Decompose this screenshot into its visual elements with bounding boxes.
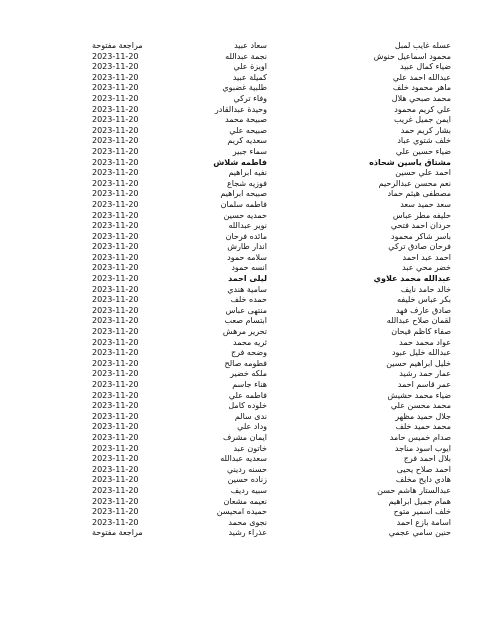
person-name: ضياء محمد حشيش: [387, 390, 451, 400]
person-name: حنين سامي عجمي: [388, 528, 451, 538]
mother-name: ملكه خضير: [230, 369, 267, 379]
person-name: محمد محسن علي: [390, 401, 451, 411]
review-date: 2023-11-20: [92, 411, 139, 421]
review-date: مراجعة مفتوحة: [92, 528, 143, 538]
record-row: [0, 274, 494, 285]
review-date: 2023-11-20: [92, 464, 139, 474]
record-row: [0, 41, 494, 52]
mother-name: حميده امحيسن: [216, 507, 267, 517]
review-date: 2023-11-20: [92, 83, 139, 93]
mother-name: سعاد عبيد: [234, 41, 267, 50]
review-date: 2023-11-20: [92, 136, 139, 146]
mother-name: فاطمه شلاش: [213, 157, 267, 167]
review-date: 2023-11-20: [92, 242, 139, 252]
review-date: 2023-11-20: [92, 454, 139, 464]
review-date: 2023-11-20: [92, 369, 139, 379]
mother-name: زناده حسين: [227, 475, 267, 485]
mother-name: مائده فرحان: [225, 231, 267, 241]
person-name: ايوب اسود مناجد: [394, 443, 451, 453]
record-row: [0, 306, 494, 317]
person-name: احمد صلاح يحيى: [396, 464, 451, 474]
person-name: لقمان صلاح عبدالله: [386, 316, 451, 326]
person-name: عمار حمد رشيد: [399, 369, 451, 379]
person-name: عسله غايب لمبل: [394, 41, 451, 50]
review-date: 2023-11-20: [92, 178, 139, 188]
mother-name: وفاء تركي: [233, 93, 267, 103]
review-date: 2023-11-20: [92, 496, 139, 506]
review-date: 2023-11-20: [92, 115, 139, 125]
record-row: [0, 412, 494, 423]
record-row: [0, 232, 494, 243]
record-row: [0, 518, 494, 529]
mother-name: نعيمه مشعان: [223, 496, 267, 506]
person-name: محمد صبحي هلال: [391, 93, 451, 103]
mother-name: كميلة عبيد: [232, 72, 267, 82]
record-row: [0, 189, 494, 200]
person-name: عواد محمد حمد: [399, 337, 451, 347]
review-date: 2023-11-20: [92, 358, 139, 368]
person-name: عبدالله محمد علاوي: [373, 274, 451, 284]
person-name: عبدالستار هاشم حسن: [377, 485, 451, 495]
person-name: صادق عارف فهد: [395, 305, 451, 315]
review-date: 2023-11-20: [92, 157, 139, 167]
person-name: خليل ابراهيم حسين: [386, 358, 451, 368]
person-name: ضياء كمال عبيد: [400, 62, 451, 72]
person-name: هادي دايح مخلف: [395, 475, 451, 485]
record-row: [0, 295, 494, 306]
review-date: 2023-11-20: [92, 210, 139, 220]
review-date: 2023-11-20: [92, 390, 139, 400]
person-name: حليفه مطر عباس: [392, 210, 451, 220]
mother-name: سعديه كريم: [227, 136, 267, 146]
record-row: [0, 359, 494, 370]
record-row: [0, 380, 494, 391]
person-name: محمد حميد خلف: [395, 422, 451, 432]
review-date: 2023-11-20: [92, 485, 139, 495]
review-date: 2023-11-20: [92, 337, 139, 347]
record-row: [0, 316, 494, 327]
mother-name: ايمان مشرف: [222, 432, 267, 442]
person-name: نعم محسن عبدالرحيم: [378, 178, 451, 188]
person-name: خضر محي عبد: [402, 263, 451, 273]
person-name: عمر قاسم احمد: [397, 380, 451, 389]
review-date: 2023-11-20: [92, 189, 139, 199]
person-name: محمود اسماعيل حنوش: [373, 51, 451, 61]
mother-name: فطومه صالح: [224, 358, 267, 368]
record-row: [0, 348, 494, 359]
person-name: ضياء حسين علي: [395, 146, 451, 156]
record-row: [0, 422, 494, 433]
person-name: صدام خميس حامد: [389, 432, 451, 442]
person-name: جلال حميد مظهر: [395, 411, 451, 421]
review-date: 2023-11-20: [92, 305, 139, 315]
records-list: [0, 41, 494, 539]
person-name: همام جميل ابراهيم: [388, 496, 451, 506]
mother-name: وداد علي: [237, 422, 267, 432]
record-row: [0, 401, 494, 412]
record-row: [0, 94, 494, 105]
review-date: 2023-11-20: [92, 51, 139, 61]
record-row: [0, 168, 494, 179]
review-date: 2023-11-20: [92, 443, 139, 453]
person-name: عبدالله احمد علي: [392, 72, 451, 82]
record-row: [0, 221, 494, 232]
review-date: 2023-11-20: [92, 295, 139, 305]
mother-name: صبيحه ابراهيم: [220, 189, 267, 199]
record-row: [0, 507, 494, 518]
record-row: [0, 327, 494, 338]
record-row: [0, 475, 494, 486]
mother-name: ثريه محمد: [233, 337, 267, 347]
record-row: [0, 369, 494, 380]
review-date: 2023-11-20: [92, 401, 139, 411]
person-name: اسامة بازع احمد: [396, 517, 451, 527]
record-row: [0, 444, 494, 455]
mother-name: حمده خلف: [230, 295, 267, 305]
review-date: 2023-11-20: [92, 252, 139, 262]
person-name: فرحان صادق تركي: [388, 242, 451, 252]
mother-name: صبيحه علي: [229, 125, 267, 135]
review-date: 2023-11-20: [92, 327, 139, 337]
mother-name: حسنه رديني: [226, 464, 267, 474]
person-name: احمد علي حسين: [395, 168, 451, 178]
review-date: 2023-11-20: [92, 348, 139, 358]
review-date: 2023-11-20: [92, 104, 139, 114]
mother-name: نفيه ابراهيم: [228, 168, 267, 178]
mother-name: عذراء رشيد: [228, 528, 267, 538]
record-row: [0, 242, 494, 253]
record-row: [0, 83, 494, 94]
mother-name: سماء جبير: [232, 146, 267, 156]
record-row: [0, 433, 494, 444]
record-row: [0, 391, 494, 402]
record-row: [0, 126, 494, 137]
mother-name: منتهى عباس: [225, 305, 267, 315]
review-date: 2023-11-20: [92, 168, 139, 178]
mother-name: فاطمه علي: [228, 390, 267, 400]
person-name: حردان احمد فتحي: [390, 221, 451, 231]
person-name: بكر عباس خليفه: [397, 295, 451, 305]
record-row: [0, 486, 494, 497]
review-date: 2023-11-20: [92, 475, 139, 485]
mother-name: اويزة علي: [233, 62, 267, 72]
record-row: [0, 465, 494, 476]
person-name: خالد حامد نايف: [400, 284, 451, 294]
person-name: عبدالله خليل عبود: [391, 348, 451, 358]
record-row: [0, 200, 494, 211]
mother-name: ندى سالم: [234, 411, 267, 421]
review-date: 2023-11-20: [92, 274, 139, 284]
record-row: [0, 115, 494, 126]
review-date: مراجعة مفتوحة: [92, 41, 143, 50]
mother-name: اندار طارش: [227, 242, 267, 252]
review-date: 2023-11-20: [92, 422, 139, 432]
mother-name: ليلى احمد: [228, 274, 267, 284]
record-row: [0, 454, 494, 465]
mother-name: نوير عبدالله: [228, 221, 267, 231]
review-date: 2023-11-20: [92, 62, 139, 72]
mother-name: سعديه عبدالله: [220, 454, 267, 464]
mother-name: سامية هندي: [227, 284, 267, 294]
person-name: خلف اسمير متوح: [393, 507, 451, 517]
record-row: [0, 211, 494, 222]
review-date: 2023-11-20: [92, 221, 139, 231]
mother-name: نجمة عبدالله: [225, 51, 267, 61]
review-date: 2023-11-20: [92, 316, 139, 326]
review-date: 2023-11-20: [92, 284, 139, 294]
person-name: باسر شاكر محمود: [391, 231, 451, 241]
review-date: 2023-11-20: [92, 199, 139, 209]
person-name: علي كريم محمود: [394, 104, 451, 114]
review-date: 2023-11-20: [92, 72, 139, 82]
person-name: مصطفى هيثم حماد: [387, 189, 451, 199]
record-row: [0, 253, 494, 264]
mother-name: نجوى محمد: [228, 517, 267, 527]
person-name: بلال احمد فرج: [403, 454, 451, 464]
review-date: 2023-11-20: [92, 125, 139, 135]
mother-name: طلبية غضبوي: [222, 83, 267, 93]
person-name: صفاء كاظم فيحان: [391, 327, 451, 337]
person-name: مشتاق ياسين شحاذه: [369, 157, 451, 167]
mother-name: حمديه حسين: [223, 210, 267, 220]
mother-name: وحيدة عبدالقادر: [214, 104, 267, 114]
person-name: ماهر محمود خلف: [392, 83, 451, 93]
record-row: [0, 179, 494, 190]
review-date: 2023-11-20: [92, 380, 139, 389]
mother-name: صبيحة محمد: [225, 115, 267, 125]
mother-name: هناء جاسم: [232, 380, 267, 389]
record-row: [0, 158, 494, 169]
mother-name: خاتون عبد: [233, 443, 267, 453]
person-name: سعد حميد سعد: [400, 199, 451, 209]
mother-name: انسه حمود: [231, 263, 267, 273]
record-row: [0, 52, 494, 63]
mother-name: سلامه حمود: [227, 252, 267, 262]
mother-name: فوزيه شجاع: [227, 178, 267, 188]
review-date: 2023-11-20: [92, 517, 139, 527]
review-date: 2023-11-20: [92, 432, 139, 442]
record-row: [0, 285, 494, 296]
person-name: احمد عبد احمد: [402, 252, 451, 262]
person-name: ايمن جميل غريب: [394, 115, 451, 125]
review-date: 2023-11-20: [92, 507, 139, 517]
review-date: 2023-11-20: [92, 231, 139, 241]
mother-name: سبيه رديف: [230, 485, 267, 495]
record-row: [0, 105, 494, 116]
record-row: [0, 528, 494, 539]
record-row: [0, 263, 494, 274]
record-row: [0, 73, 494, 84]
person-name: خلف شتوي عباد: [397, 136, 451, 146]
mother-name: ابتسام صعب: [224, 316, 267, 326]
review-date: 2023-11-20: [92, 263, 139, 273]
mother-name: فاطمه سلمان: [220, 199, 267, 209]
record-row: [0, 338, 494, 349]
record-row: [0, 136, 494, 147]
record-row: [0, 62, 494, 73]
review-date: 2023-11-20: [92, 93, 139, 103]
mother-name: وضحه فرج: [230, 348, 267, 358]
mother-name: خلوده كامل: [228, 401, 267, 411]
mother-name: تحرير مرهش: [222, 327, 267, 337]
record-row: [0, 497, 494, 508]
person-name: بشار كريم حمد: [400, 125, 451, 135]
review-date: 2023-11-20: [92, 146, 139, 156]
record-row: [0, 147, 494, 158]
